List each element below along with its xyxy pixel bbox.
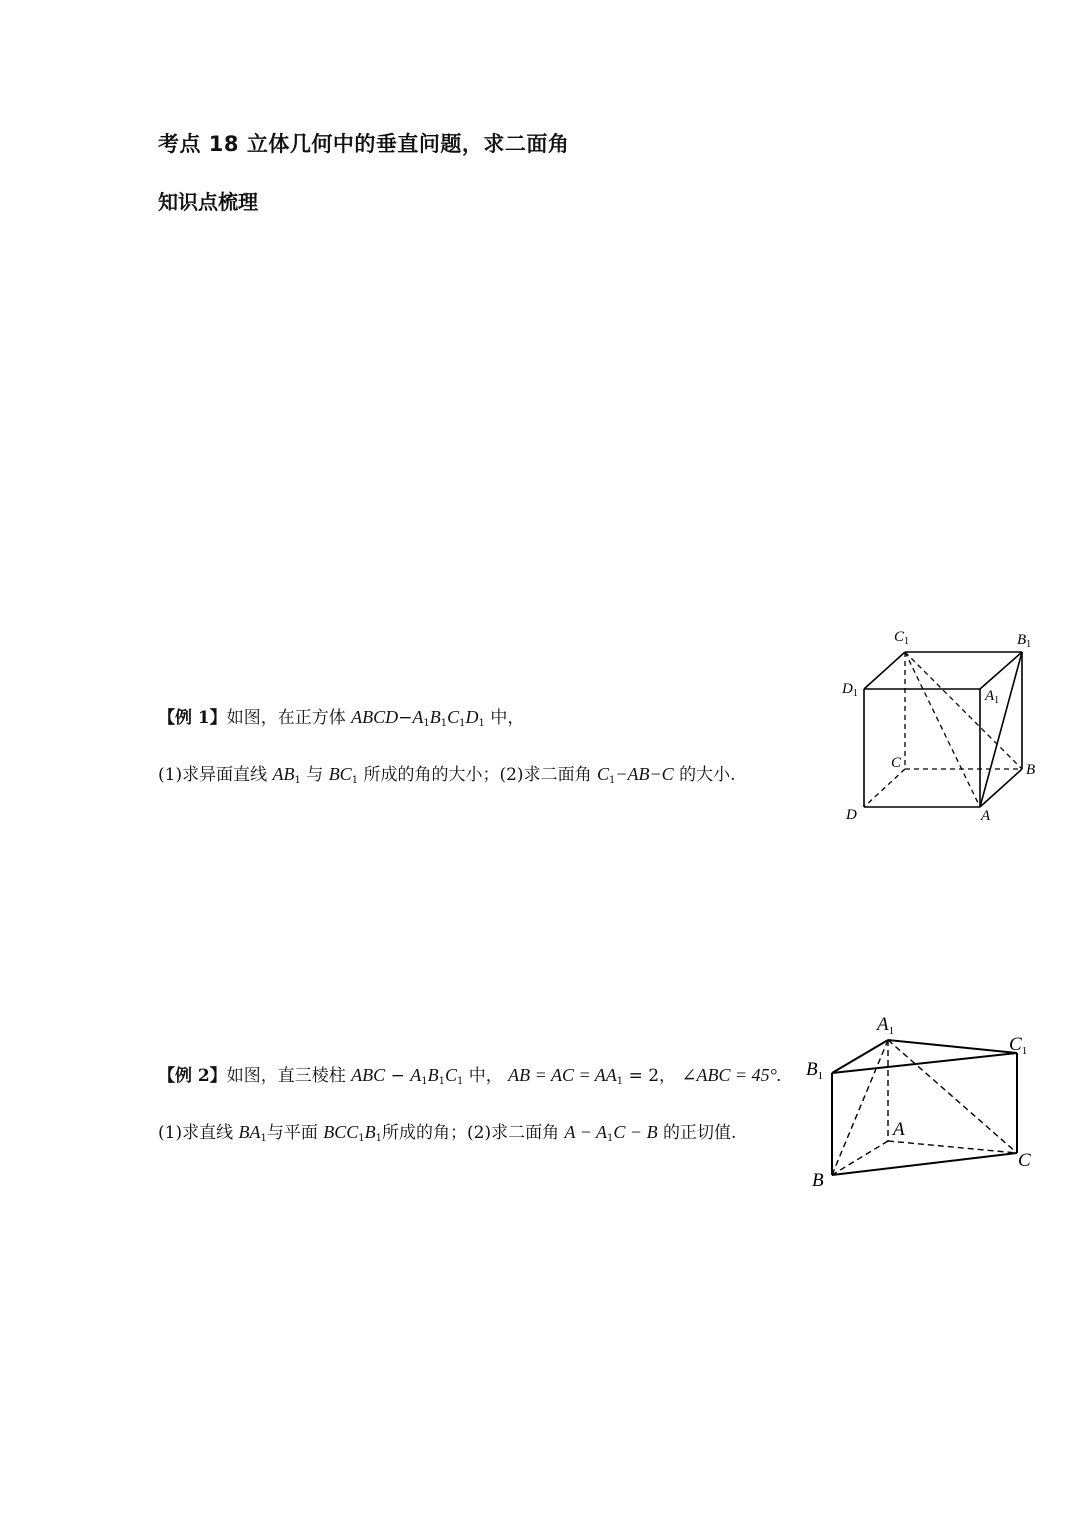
example1-q2-suffix: 的大小. bbox=[679, 765, 736, 785]
example2-q1-prefix: (1)求直线 bbox=[158, 1123, 234, 1143]
example2-top-c: C bbox=[444, 1065, 457, 1085]
example2-questions: (1)求直线 $BA_1$与平面 $BCC_1B_1$所成的角；(2)求二面角 $A - A_1C - B$ 的正切值. bbox=[158, 1122, 737, 1144]
example2-cond2: ∠ABC = 45°. bbox=[681, 1065, 782, 1085]
label-a: A bbox=[893, 1119, 905, 1140]
example2-solid: ABC bbox=[351, 1065, 386, 1085]
example1-solid: ABCD bbox=[351, 707, 399, 727]
example1-q2-expr-b: −AB−C bbox=[615, 764, 674, 784]
example1-top-d: D bbox=[465, 707, 479, 727]
label-d1: $D_1$ bbox=[842, 681, 858, 699]
example2-q1-suffix: 所成的角； bbox=[382, 1123, 468, 1143]
example2-tag: 【例 2】 bbox=[158, 1066, 227, 1086]
example1-q1-line1: AB bbox=[272, 764, 295, 784]
example2-q2-prefix: (2)求二面角 bbox=[467, 1123, 560, 1143]
edge-d1c1 bbox=[864, 652, 905, 689]
example1-minus: − bbox=[398, 708, 413, 728]
example1-q1-and: 与 bbox=[306, 765, 324, 785]
example1-intro: 如图，在正方体 bbox=[226, 708, 346, 728]
label-a1: $A_1$ bbox=[985, 688, 1000, 706]
example1-questions: (1)求异面直线 $AB_1$ 与 $BC_1$ 所成的角的大小；(2)求二面角 $C_1-AB-C$ 的大小. bbox=[158, 764, 736, 786]
example1-top-c: C bbox=[447, 707, 460, 727]
example1-tag: 【例 1】 bbox=[158, 708, 227, 728]
label-b: B bbox=[1026, 762, 1036, 778]
example2-cond1: AB = AC = AA bbox=[508, 1065, 617, 1085]
example1-statement: 【例 1】如图，在正方体 $ABCD-A_1B_1C_1D_1$ 中， bbox=[158, 707, 525, 729]
edge-bc bbox=[832, 1153, 1017, 1175]
label-b1: $B_1$ bbox=[1017, 632, 1032, 650]
hidden-line-a1c bbox=[888, 1040, 1017, 1153]
label-a1: $A_1$ bbox=[877, 1014, 895, 1037]
label-d: D bbox=[846, 807, 857, 823]
label-c: C bbox=[891, 755, 902, 771]
label-c1: $C_1$ bbox=[1009, 1034, 1028, 1057]
edge-ba bbox=[980, 769, 1022, 807]
example2-suffix: 中， bbox=[468, 1066, 503, 1086]
example1-suffix: 中， bbox=[490, 708, 525, 728]
example1-q1-line2: BC bbox=[328, 764, 352, 784]
edge-b1a1 bbox=[980, 652, 1022, 689]
example2-cond1-val: = 2， bbox=[628, 1066, 677, 1086]
example2-q2-suffix: 的正切值. bbox=[662, 1123, 737, 1143]
hidden-line-c1a bbox=[905, 652, 980, 807]
example1-q1-suffix: 所成的角的大小； bbox=[363, 765, 500, 785]
example1-top-b: B bbox=[429, 707, 441, 727]
edge-a1c1 bbox=[888, 1040, 1017, 1053]
prism-figure bbox=[800, 1010, 1050, 1190]
label-b1: $B_1$ bbox=[806, 1059, 824, 1082]
example1-q2-prefix: (2)求二面角 bbox=[499, 765, 592, 785]
example1-q2-expr-a: C bbox=[596, 764, 609, 784]
diagonal-ab1 bbox=[980, 652, 1022, 807]
example2-q1-plane-b: B bbox=[364, 1122, 376, 1142]
page-title: 考点 18 立体几何中的垂直问题，求二面角 bbox=[158, 132, 570, 156]
example2-top-b: B bbox=[427, 1065, 439, 1085]
label-c: C bbox=[1018, 1150, 1031, 1171]
cube-figure bbox=[835, 625, 1055, 825]
hidden-edge-ac bbox=[888, 1141, 1017, 1153]
label-c1: $C_1$ bbox=[894, 629, 910, 647]
hidden-line-a1b bbox=[832, 1040, 888, 1175]
section-heading: 知识点梳理 bbox=[158, 190, 258, 214]
example2-statement: 【例 2】如图，直三棱柱 ABC − $A_1B_1C_1$ 中， AB = AC = $AA_1 = 2$， ∠ABC = 45°. bbox=[158, 1065, 782, 1087]
example1-q1-prefix: (1)求异面直线 bbox=[158, 765, 268, 785]
example2-q1-mid: 与平面 bbox=[266, 1123, 318, 1143]
example2-q2-b: C − B bbox=[613, 1122, 658, 1142]
label-b: B bbox=[812, 1170, 824, 1191]
example2-q2-a: A − A bbox=[564, 1122, 608, 1142]
example2-top-a: A bbox=[410, 1065, 422, 1085]
example2-q1-plane-a: BCC bbox=[323, 1122, 359, 1142]
example2-minus: − bbox=[390, 1066, 405, 1086]
hidden-line-c1b bbox=[905, 652, 1022, 769]
label-a: A bbox=[981, 808, 991, 824]
example2-q1-line: BA bbox=[238, 1122, 261, 1142]
hidden-edge-cd bbox=[864, 769, 905, 807]
example1-top-a: A bbox=[412, 707, 424, 727]
example2-intro: 如图，直三棱柱 bbox=[226, 1066, 346, 1086]
